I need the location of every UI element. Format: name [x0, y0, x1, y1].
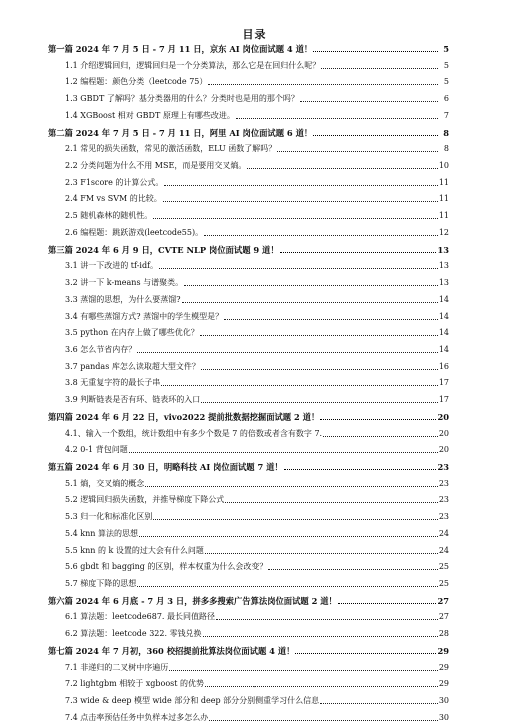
toc-page-number: 29	[437, 645, 449, 656]
toc-entry-label: 3.4 有哪些蒸馏方式? 蒸馏中的学生模型是？	[65, 311, 224, 321]
toc-page-number: 23	[438, 512, 449, 522]
toc-entry-label: 2.4 FM vs SVM 的比较。	[65, 194, 162, 204]
toc-entry-label: 5.2 逻辑回归损失函数，并推导梯度下降公式	[65, 495, 225, 505]
toc-entry-label: 2.3 F1score 的计算公式。	[65, 177, 164, 187]
toc-item-entry[interactable]	[65, 661, 449, 674]
toc-item-entry[interactable]	[65, 276, 449, 289]
toc-page-number: 20	[438, 445, 449, 455]
dot-leader	[137, 586, 438, 587]
toc-page-number: 13	[438, 278, 449, 288]
toc-page-number: 27	[437, 595, 449, 606]
toc-item-entry[interactable]	[65, 376, 449, 389]
toc-entry-label: 7.2 lightgbm 相较于 xgboost 的优势	[65, 679, 205, 689]
dot-leader	[225, 502, 438, 503]
toc-entry-label: 5.4 knn 算法的思想	[65, 528, 138, 538]
dot-leader	[204, 235, 438, 236]
toc-item-entry[interactable]	[65, 694, 449, 707]
dot-leader	[164, 185, 437, 186]
dot-leader	[201, 402, 438, 403]
dot-leader	[313, 51, 438, 52]
dot-leader	[300, 101, 438, 102]
toc-item-entry[interactable]	[65, 510, 449, 523]
toc-item-entry[interactable]	[65, 427, 449, 440]
dot-leader	[321, 68, 438, 69]
toc-entry-label: 2.1 常见的损失函数，常见的激活函数，ELU 函数了解吗？	[65, 144, 277, 154]
toc-entry-label: 1.3 GBDT 了解吗？基分类器用的什么？分类时也是用的那个吗？	[65, 94, 299, 104]
toc-page-number: 6	[443, 94, 449, 104]
dot-leader	[313, 135, 438, 136]
toc-entry-label: 1.4 XGBoost 相对 GBDT 原理上有哪些改进。	[65, 110, 235, 120]
toc-item-entry[interactable]	[65, 75, 449, 88]
dot-leader	[224, 319, 438, 320]
toc-page-number: 23	[438, 478, 449, 488]
dot-leader	[137, 352, 438, 353]
toc-page-number: 11	[438, 194, 449, 204]
toc-page-number: 30	[438, 696, 449, 706]
page-footer: -	[253, 683, 256, 691]
toc-entry-label: 第七篇 2024 年 7 月初，360 校招提前批算法岗位面试题 4 道！	[48, 645, 295, 656]
toc-entry-label: 7.4 点击率预估任务中负样本过多怎么办	[65, 712, 209, 722]
toc-item-entry[interactable]	[65, 610, 449, 623]
toc-item-entry[interactable]	[65, 360, 449, 373]
dot-leader	[153, 519, 438, 520]
toc-page-number: 11	[438, 177, 449, 187]
toc-entry-label: 3.9 判断链表是否有环、链表环的入口	[65, 395, 201, 405]
toc-item-entry[interactable]	[65, 192, 449, 205]
dot-leader	[320, 419, 436, 420]
toc-item-entry[interactable]	[65, 493, 449, 506]
toc-entry-label: 3.1 讲一下改进的 tf-idf。	[65, 261, 159, 271]
toc-item-entry[interactable]	[65, 326, 449, 339]
toc-item-entry[interactable]	[65, 293, 449, 306]
toc-entry-label: 5.1 熵，交叉熵的概念	[65, 478, 145, 488]
toc-page-number: 14	[438, 328, 449, 338]
toc-page-number: 5	[443, 60, 449, 70]
toc-item-entry[interactable]	[65, 477, 449, 490]
toc-entry-label: 3.6 怎么节省内存？	[65, 344, 137, 354]
toc-item-entry[interactable]	[65, 527, 449, 540]
toc-page-number: 23	[437, 462, 449, 472]
toc-page-number: 28	[438, 629, 449, 639]
toc-item-entry[interactable]	[65, 176, 449, 189]
dot-leader	[169, 670, 438, 671]
toc-section-entry[interactable]	[48, 126, 449, 139]
dot-leader	[280, 252, 437, 253]
dot-leader	[200, 335, 438, 336]
toc-item-entry[interactable]	[65, 343, 449, 356]
dot-leader	[145, 486, 438, 487]
toc-page-number: 30	[438, 712, 449, 722]
toc-page-number: 14	[438, 294, 449, 304]
toc-item-entry[interactable]	[65, 226, 449, 239]
toc-section-entry[interactable]	[48, 644, 449, 657]
dot-leader	[208, 84, 438, 85]
toc-entry-label: 第四篇 2024 年 6 月 22 日，vivo2022 提前批数据挖掘面试题 2 道！	[48, 411, 320, 422]
toc-section-entry[interactable]	[48, 42, 449, 55]
toc-entry-label: 第六篇 2024 年 6 月底 - 7 月 3 日，拼多多搜索广告算法岗位面试题 2 道！	[48, 595, 337, 606]
dot-leader	[203, 636, 438, 637]
dot-leader	[139, 536, 438, 537]
toc-entry-label: 7.1 非递归的二叉树中序遍历	[65, 662, 169, 672]
toc-page-number: 13	[437, 244, 449, 255]
toc-item-entry[interactable]	[65, 577, 449, 590]
toc-page-number: 20	[438, 428, 449, 438]
toc-entry-label: 5.6 gbdt 和 bagging 的区别，样本权重为什么会改变？	[65, 562, 268, 572]
toc-page-number: 5	[443, 77, 449, 87]
dot-leader	[159, 268, 438, 269]
dot-leader	[268, 569, 437, 570]
toc-item-entry[interactable]	[65, 59, 449, 72]
toc-page-number: 25	[438, 579, 449, 589]
toc-entry-label: 2.5 随机森林的随机性。	[65, 211, 153, 221]
toc-item-entry[interactable]	[65, 443, 449, 456]
toc-section-entry[interactable]	[48, 243, 449, 256]
toc-item-entry[interactable]	[65, 544, 449, 557]
toc-entry-label: 2.6 编程题：跳跃游戏(leetcode55)。	[65, 227, 204, 237]
toc-entry-label: 4.2 0-1 背包问题	[65, 445, 128, 455]
toc-item-entry[interactable]	[65, 92, 449, 105]
toc-page-number: 14	[438, 311, 449, 321]
toc-item-entry[interactable]	[65, 159, 449, 172]
toc-entry-label: 第三篇 2024 年 6 月 9 日，CVTE NLP 岗位面试题 9 道！	[48, 244, 279, 255]
dot-leader	[163, 201, 438, 202]
toc-entry-label: 3.3 蒸馏的思想，为什么要蒸馏?	[65, 294, 181, 304]
toc-entry-label: 5.3 归一化和标准化区别	[65, 512, 153, 522]
toc-item-entry[interactable]	[65, 209, 449, 222]
toc-entry-label: 5.5 knn 的 k 设置的过大会有什么问题	[65, 545, 204, 555]
toc-entry-label: 6.2 算法题：leetcode 322. 零钱兑换	[65, 629, 202, 639]
toc-item-entry[interactable]	[65, 627, 449, 640]
toc-page-number: 8	[443, 144, 449, 154]
toc-entry-label: 7.3 wide & deep 模型 wide 部分和 deep 部分分别侧重学习什么信息	[65, 696, 320, 706]
dot-leader	[236, 118, 438, 119]
toc-page-number: 29	[438, 662, 449, 672]
toc-page-number: 17	[438, 378, 449, 388]
toc-entry-label: 3.8 无重复字符的最长子串	[65, 378, 161, 388]
toc-page-number: 25	[438, 562, 449, 572]
toc-page-number: 16	[438, 361, 449, 371]
dot-leader	[201, 369, 438, 370]
toc-item-entry[interactable]	[65, 711, 449, 724]
dot-leader	[205, 553, 438, 554]
toc-page-number: 10	[438, 161, 449, 171]
dot-leader	[182, 302, 438, 303]
toc-section-entry[interactable]	[48, 594, 449, 607]
toc-entry-label: 2.2 分类问题为什么不用 MSE，而是要用交叉熵。	[65, 161, 247, 171]
dot-leader	[338, 603, 437, 604]
toc-page-number: 14	[438, 344, 449, 354]
toc-item-entry[interactable]	[65, 560, 449, 573]
toc-page-number: 27	[438, 612, 449, 622]
dot-leader	[323, 436, 438, 437]
toc-page-number: 8	[443, 127, 449, 138]
toc-page-number: 24	[438, 545, 449, 555]
toc-entry-label: 1.2 编程题：颜色分类（leetcode 75）	[65, 77, 208, 87]
toc-entry-label: 1.1 介绍逻辑回归，逻辑回归是一个分类算法，那么它是在回归什么呢？	[65, 60, 321, 70]
toc-entry-label: 3.5 python 在内存上做了哪些优化？	[65, 328, 199, 338]
toc-entry-label: 3.7 pandas 库怎么读取超大型文件？	[65, 361, 200, 371]
toc-page-number: 29	[438, 679, 449, 689]
toc-page-number: 17	[438, 395, 449, 405]
dot-leader	[277, 151, 438, 152]
toc-item-entry[interactable]	[65, 142, 449, 155]
toc-page-number: 13	[438, 261, 449, 271]
toc-entry-label: 6.1 算法题：leetcode687. 最长同值路径	[65, 612, 216, 622]
dot-leader	[216, 619, 438, 620]
toc-entry-label: 3.2 讲一下 k-means 与谱聚类。	[65, 278, 184, 288]
toc-item-entry[interactable]	[65, 259, 449, 272]
dot-leader	[129, 452, 438, 453]
toc-page-number: 20	[437, 411, 449, 422]
toc-item-entry[interactable]	[65, 310, 449, 323]
toc-entry-label: 第二篇 2024 年 7 月 5 日 - 7 月 11 日，阿里 AI 岗位面试题 6 道！	[48, 127, 313, 138]
toc-section-entry[interactable]	[48, 460, 449, 473]
dot-leader	[184, 285, 438, 286]
dot-leader	[209, 720, 438, 721]
dot-leader	[295, 653, 436, 654]
toc-page-number: 23	[438, 495, 449, 505]
toc-entry-label: 第一篇 2024 年 7 月 5 日 - 7 月 11 日，京东 AI 岗位面试题 4 道！	[48, 44, 313, 54]
dot-leader	[161, 385, 438, 386]
dot-leader	[284, 469, 437, 470]
toc-entry-label: 第五篇 2024 年 6 月 30 日，明略科技 AI 岗位面试题 7 道！	[48, 462, 283, 472]
toc-section-entry[interactable]	[48, 410, 449, 423]
toc-entry-label: 4.1、输入一个数组，统计数组中有多少个数是 7 的倍数或者含有数字 7.	[65, 428, 323, 438]
dot-leader	[320, 703, 438, 704]
toc-page-number: 24	[438, 528, 449, 538]
toc-page-number: 11	[438, 211, 449, 221]
toc-item-entry[interactable]	[65, 393, 449, 406]
toc-title: 目录	[242, 28, 267, 41]
toc-entry-label: 5.7 梯度下降的思想	[65, 579, 137, 589]
dot-leader	[247, 168, 437, 169]
dot-leader	[153, 218, 438, 219]
toc-page-number: 7	[443, 110, 449, 120]
toc-item-entry[interactable]	[65, 109, 449, 122]
toc-page-number: 5	[443, 44, 449, 54]
toc-page-number: 12	[438, 227, 449, 237]
